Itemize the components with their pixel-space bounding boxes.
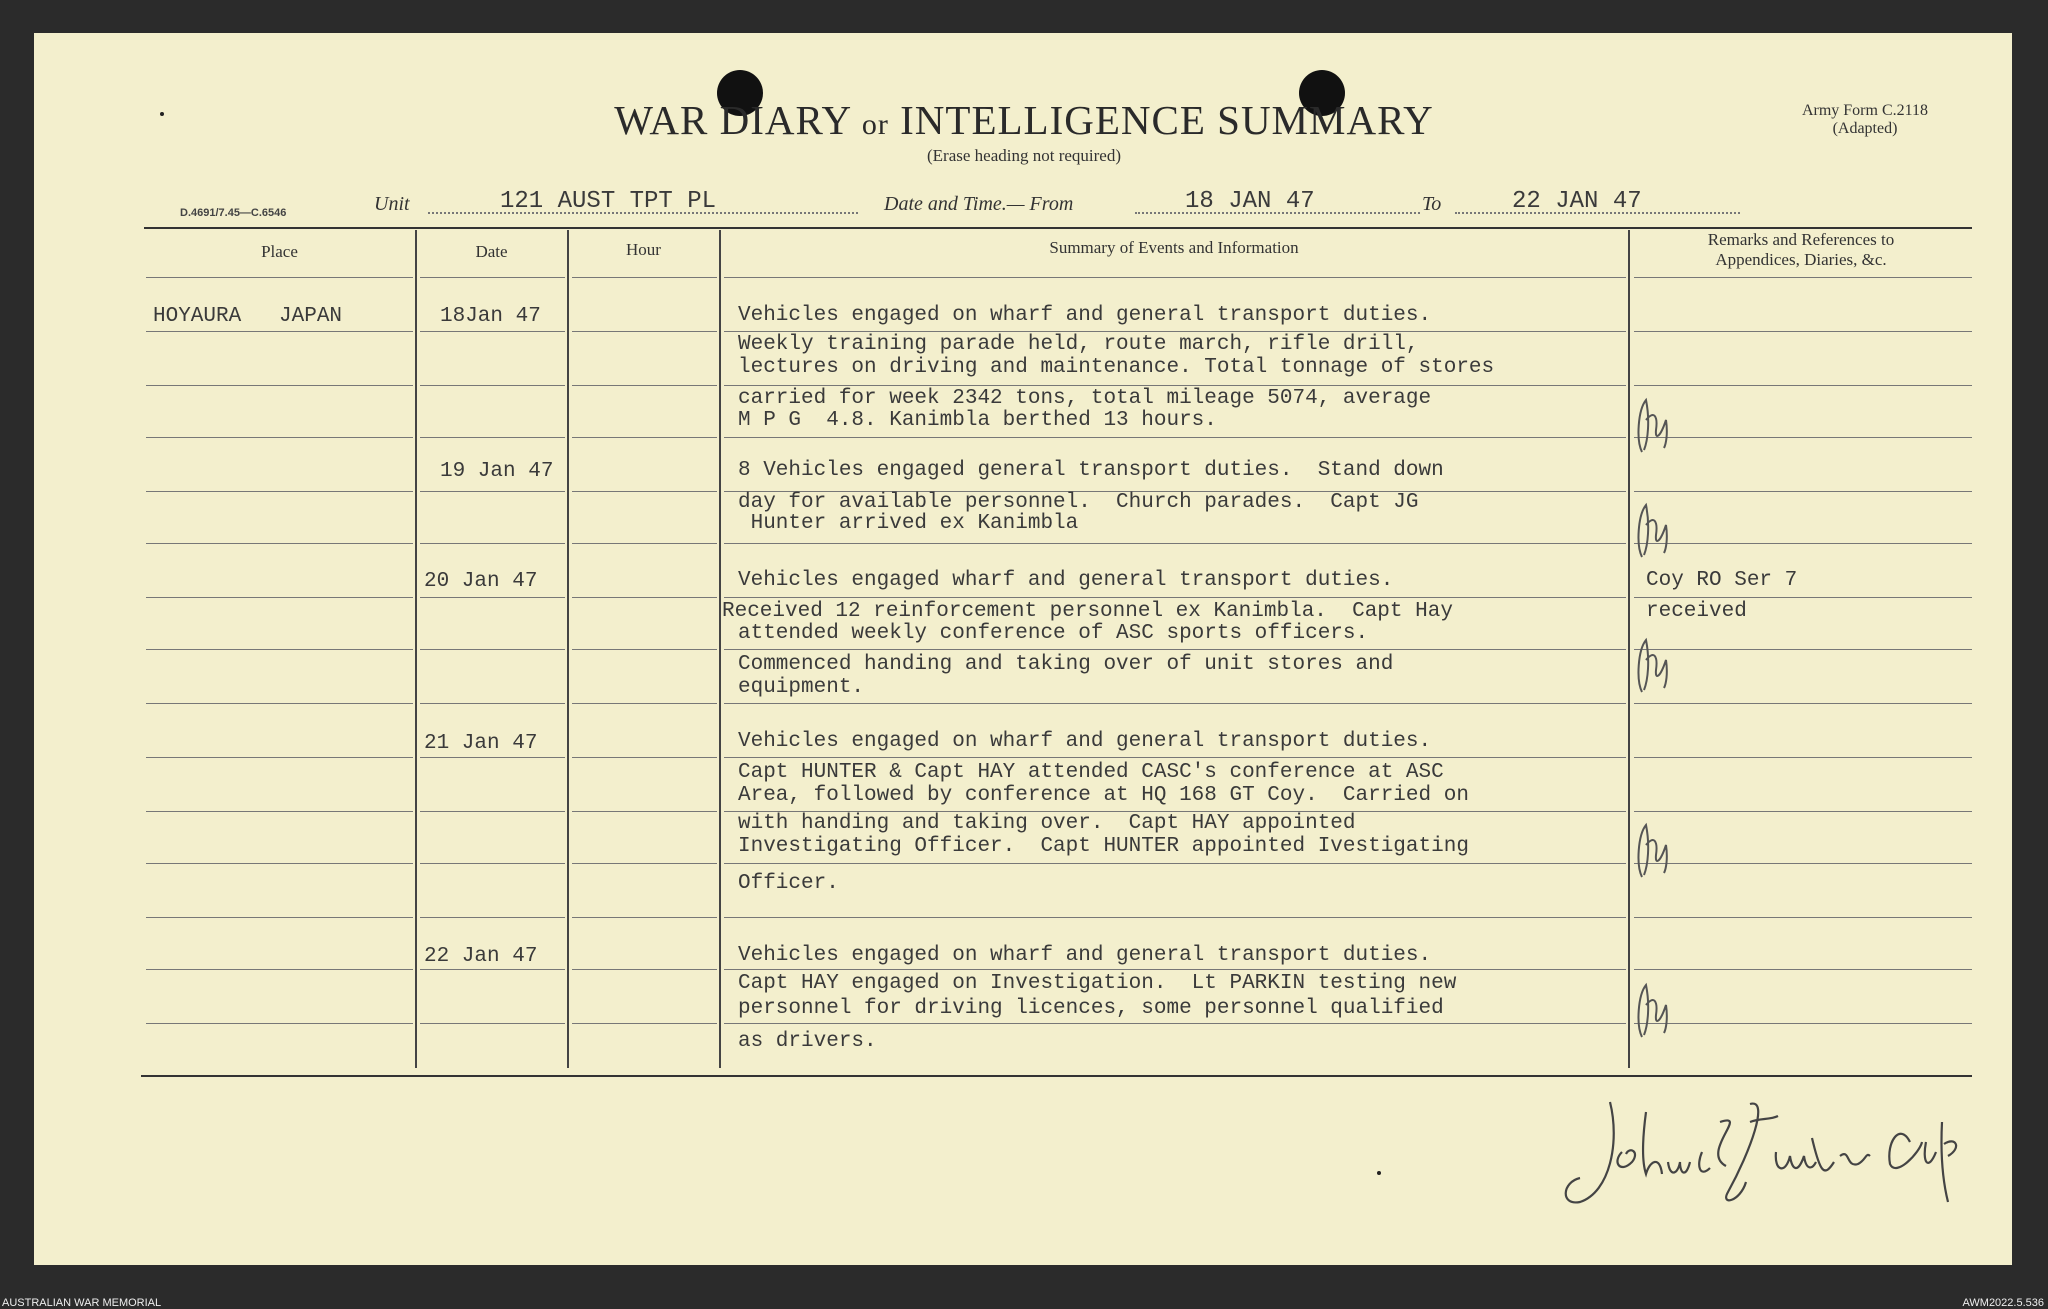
unit-label: Unit <box>374 193 410 215</box>
ruled-line <box>420 969 565 970</box>
ruled-line <box>1634 1023 1972 1024</box>
ruled-line <box>420 863 565 864</box>
ruled-line <box>1634 917 1972 918</box>
column-header-hour: Hour <box>626 240 661 259</box>
print-code: D.4691/7.45—C.6546 <box>180 207 287 219</box>
ruled-line <box>146 969 413 970</box>
column-header-remarks: Remarks and References to Appendices, Diaries, &c. <box>1707 230 1895 269</box>
initials-mark <box>1628 975 1674 1045</box>
summary-line: Commenced handing and taking over of unit stores and <box>738 653 1394 676</box>
column-header-place: Place <box>261 242 298 261</box>
footer-accession: AWM2022.5.536 <box>1962 1297 2044 1309</box>
ruled-line <box>724 437 1626 438</box>
column-header-date: Date <box>475 242 508 261</box>
column-header-summary: Summary of Events and Information <box>1049 238 1299 257</box>
ruled-line <box>572 543 717 544</box>
ruled-line <box>146 331 413 332</box>
entry-date: 22 Jan 47 <box>424 945 538 968</box>
ruled-line <box>724 757 1626 758</box>
ruled-line <box>420 277 565 278</box>
ruled-line <box>572 491 717 492</box>
summary-line: 8 Vehicles engaged general transport duties. Stand down <box>738 459 1444 482</box>
summary-line: Hunter arrived ex Kanimbla <box>738 512 1079 535</box>
initials-mark <box>1628 390 1674 460</box>
entry-date: 19 Jan 47 <box>440 460 554 483</box>
page-title: WAR DIARY or INTELLIGENCE SUMMARY <box>614 97 1434 143</box>
ruled-line <box>420 1023 565 1024</box>
ruled-line <box>146 703 413 704</box>
summary-line: Capt HUNTER & Capt HAY attended CASC's conference at ASC <box>738 761 1444 784</box>
ruled-line <box>146 543 413 544</box>
date-to-label: To <box>1422 193 1442 215</box>
summary-line: Vehicles engaged on wharf and general transport duties. <box>738 730 1432 753</box>
summary-line: carried for week 2342 tons, total mileage 5074, average <box>738 387 1432 410</box>
ruled-line <box>724 969 1626 970</box>
ruled-line <box>572 1023 717 1024</box>
ruled-line <box>572 597 717 598</box>
ruled-line <box>420 757 565 758</box>
initials-mark <box>1628 815 1674 885</box>
ruled-line <box>1634 969 1972 970</box>
column-divider <box>567 230 569 1068</box>
ruled-line <box>146 649 413 650</box>
date-from-label: Date and Time.— From <box>884 193 1074 215</box>
ruled-line <box>572 385 717 386</box>
ruled-line <box>1634 649 1972 650</box>
entry-date: 18Jan 47 <box>440 305 541 328</box>
ruled-line <box>724 543 1626 544</box>
ruled-line <box>420 649 565 650</box>
ruled-line <box>146 1023 413 1024</box>
ruled-line <box>420 811 565 812</box>
ruled-line <box>420 491 565 492</box>
date-from-value: 18 JAN 47 <box>1185 188 1315 215</box>
date-to-value: 22 JAN 47 <box>1512 188 1642 215</box>
ruled-line <box>572 277 717 278</box>
ruled-line <box>1634 385 1972 386</box>
summary-line: Area, followed by conference at HQ 168 GT Coy. Carried on <box>738 784 1469 807</box>
summary-line: with handing and taking over. Capt HAY appointed <box>738 812 1356 835</box>
ruled-line <box>420 917 565 918</box>
ruled-line <box>724 863 1626 864</box>
summary-line: Weekly training parade held, route march, rifle drill, <box>738 333 1419 356</box>
summary-line: Vehicles engaged on wharf and general transport duties. <box>738 944 1432 967</box>
summary-line: day for available personnel. Church parades. Capt JG <box>738 491 1419 514</box>
ruled-line <box>572 969 717 970</box>
ink-speck <box>1377 1171 1381 1175</box>
ruled-line <box>724 917 1626 918</box>
ruled-line <box>1634 811 1972 812</box>
ruled-line <box>146 277 413 278</box>
ruled-line <box>724 277 1626 278</box>
ruled-line <box>1634 277 1972 278</box>
ruled-line <box>420 331 565 332</box>
ruled-line <box>724 649 1626 650</box>
summary-line: Vehicles engaged on wharf and general transport duties. <box>738 304 1432 327</box>
column-divider <box>719 230 721 1068</box>
commander-signature <box>1550 1082 1970 1222</box>
column-divider <box>415 230 417 1068</box>
entry-place: HOYAURA JAPAN <box>153 305 343 328</box>
table-top-border <box>144 227 1972 229</box>
ruled-line <box>572 917 717 918</box>
ruled-line <box>1634 331 1972 332</box>
ruled-line <box>146 385 413 386</box>
initials-mark <box>1628 495 1674 565</box>
ruled-line <box>1634 597 1972 598</box>
ruled-line <box>572 703 717 704</box>
table-bottom-border <box>141 1075 1972 1077</box>
ruled-line <box>146 863 413 864</box>
initials-mark <box>1628 630 1674 700</box>
entry-date: 21 Jan 47 <box>424 732 538 755</box>
page-subtitle: (Erase heading not required) <box>927 146 1121 165</box>
summary-line: Received 12 reinforcement personnel ex Kanimbla. Capt Hay <box>722 600 1453 623</box>
ruled-line <box>420 703 565 704</box>
ruled-line <box>572 331 717 332</box>
ruled-line <box>572 811 717 812</box>
unit-value: 121 AUST TPT PL <box>500 188 717 215</box>
ruled-line <box>146 437 413 438</box>
form-reference: Army Form C.2118 (Adapted) <box>1801 102 1929 137</box>
ruled-line <box>1634 437 1972 438</box>
ruled-line <box>724 385 1626 386</box>
ruled-line <box>1634 543 1972 544</box>
summary-line: Capt HAY engaged on Investigation. Lt PARKIN testing new <box>738 972 1457 995</box>
ruled-line <box>1634 703 1972 704</box>
ruled-line <box>1634 863 1972 864</box>
remarks-line: Coy RO Ser 7 <box>1646 569 1798 592</box>
summary-line: M P G 4.8. Kanimbla berthed 13 hours. <box>738 409 1217 432</box>
ruled-line <box>572 649 717 650</box>
ruled-line <box>724 597 1626 598</box>
summary-line: as drivers. <box>738 1030 877 1053</box>
ruled-line <box>724 331 1626 332</box>
summary-line: Vehicles engaged wharf and general transport duties. <box>738 569 1394 592</box>
ruled-line <box>572 437 717 438</box>
entry-date: 20 Jan 47 <box>424 570 538 593</box>
ruled-line <box>146 757 413 758</box>
ruled-line <box>420 437 565 438</box>
ruled-line <box>420 385 565 386</box>
ruled-line <box>146 597 413 598</box>
ruled-line <box>724 1023 1626 1024</box>
ruled-line <box>146 811 413 812</box>
footer-source: AUSTRALIAN WAR MEMORIAL <box>2 1297 162 1309</box>
summary-line: Investigating Officer. Capt HUNTER appointed Ivestigating <box>738 835 1469 858</box>
ruled-line <box>724 703 1626 704</box>
remarks-line: received <box>1646 600 1747 623</box>
ruled-line <box>572 757 717 758</box>
ruled-line <box>146 917 413 918</box>
summary-line: attended weekly conference of ASC sports officers. <box>738 622 1369 645</box>
summary-line: Officer. <box>738 872 839 895</box>
ruled-line <box>420 543 565 544</box>
ruled-line <box>1634 757 1972 758</box>
ruled-line <box>420 597 565 598</box>
summary-line: equipment. <box>738 676 865 699</box>
ruled-line <box>146 491 413 492</box>
summary-line: personnel for driving licences, some personnel qualified <box>738 997 1444 1020</box>
ruled-line <box>1634 491 1972 492</box>
summary-line: lectures on driving and maintenance. Total tonnage of stores <box>738 356 1495 379</box>
ruled-line <box>572 863 717 864</box>
